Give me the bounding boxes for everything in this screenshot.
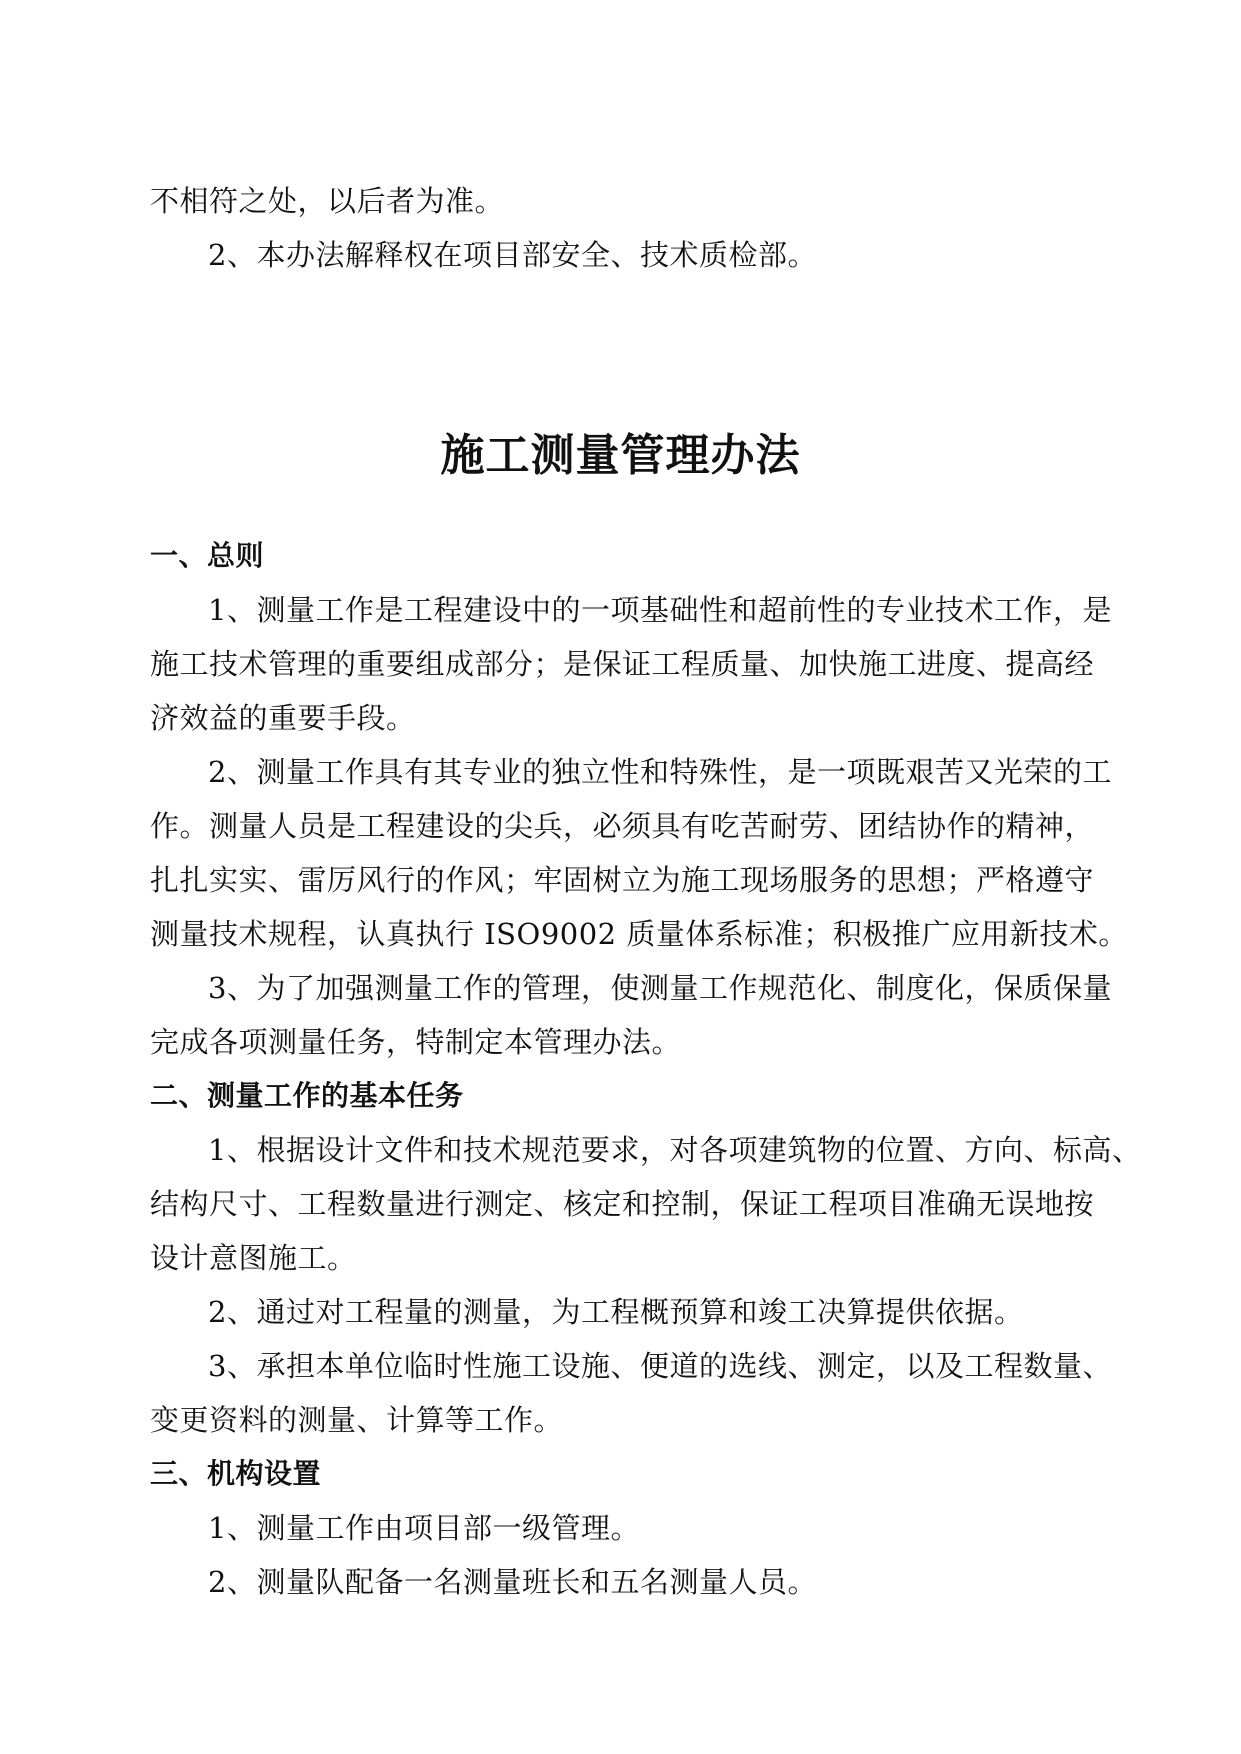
paragraph-line: 扎扎实实、雷厉风行的作风；牢固树立为施工现场服务的思想；严格遵守 <box>150 863 1095 897</box>
paragraph-line: 1、测量工作由项目部一级管理。 <box>208 1511 640 1545</box>
paragraph-line: 作。测量人员是工程建设的尖兵，必须具有吃苦耐劳、团结协作的精神， <box>150 809 1095 843</box>
section-heading-general: 一、总则 <box>150 539 265 572</box>
section-heading-organization: 三、机构设置 <box>150 1457 322 1490</box>
continuation-line-2: 2、本办法解释权在项目部安全、技术质检部。 <box>208 238 817 272</box>
paragraph-line: 3、为了加强测量工作的管理，使测量工作规范化、制度化，保质保量 <box>208 971 1112 1005</box>
paragraph-line: 施工技术管理的重要组成部分；是保证工程质量、加快施工进度、提高经 <box>150 647 1095 681</box>
paragraph-line: 3、承担本单位临时性施工设施、便道的选线、测定，以及工程数量、 <box>208 1349 1112 1383</box>
paragraph-line: 2、测量队配备一名测量班长和五名测量人员。 <box>208 1565 817 1599</box>
paragraph-line: 完成各项测量任务，特制定本管理办法。 <box>150 1025 682 1059</box>
section-heading-basic-tasks: 二、测量工作的基本任务 <box>150 1079 464 1112</box>
paragraph-line: 1、测量工作是工程建设中的一项基础性和超前性的专业技术工作，是 <box>208 593 1112 627</box>
paragraph-line: 变更资料的测量、计算等工作。 <box>150 1403 564 1437</box>
document-title: 施工测量管理办法 <box>440 430 801 481</box>
paragraph-line: 1、根据设计文件和技术规范要求，对各项建筑物的位置、方向、标高、 <box>208 1133 1142 1167</box>
continuation-line-1: 不相符之处，以后者为准。 <box>150 184 505 218</box>
paragraph-line: 济效益的重要手段。 <box>150 701 416 735</box>
paragraph-line: 设计意图施工。 <box>150 1241 357 1275</box>
paragraph-line: 结构尺寸、工程数量进行测定、核定和控制，保证工程项目准确无误地按 <box>150 1187 1095 1221</box>
paragraph-line: 2、测量工作具有其专业的独立性和特殊性，是一项既艰苦又光荣的工 <box>208 755 1112 789</box>
paragraph-line: 2、通过对工程量的测量，为工程概预算和竣工决算提供依据。 <box>208 1295 1024 1329</box>
paragraph-line: 测量技术规程，认真执行 ISO9002 质量体系标准；积极推广应用新技术。 <box>150 917 1128 951</box>
